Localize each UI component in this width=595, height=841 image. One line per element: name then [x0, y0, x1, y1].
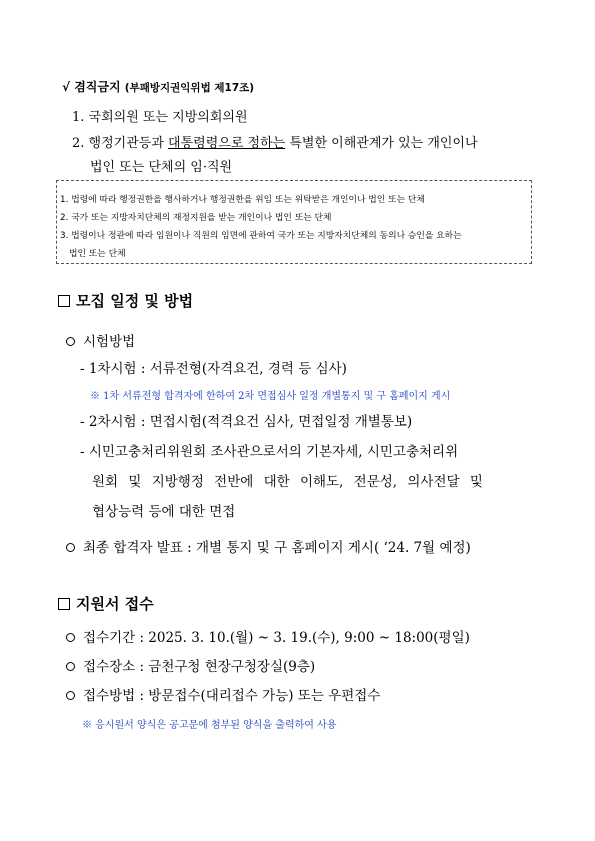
schedule-heading: 모집 일정 및 방법 — [58, 290, 193, 311]
underlined-phrase: 대통령령으로 정하는 — [168, 136, 286, 151]
box-line-2: 2. 국가 또는 지방자치단체의 재정지원을 받는 개인이나 법인 또는 단체 — [60, 213, 332, 223]
application-heading: 지원서 접수 — [58, 593, 154, 614]
second-exam: - 2차시험 : 면접시험(적격요건 심사, 면접일정 개별통보) — [80, 414, 413, 430]
box-line-1: 1. 법령에 따라 행정권한을 행사하거나 행정권한을 위임 또는 위탁받은 개인이나 법인 또는 단체 — [60, 195, 425, 205]
interview-desc-2: 원회 및 지방행정 전반에 대한 이해도, 전문성, 의사전달 및 — [92, 474, 483, 490]
application-note: ※ 응시원서 양식은 공고문에 첨부된 양식을 출력하여 사용 — [82, 720, 337, 731]
final-announcement: 최종 합격자 발표 : 개별 통지 및 구 홈페이지 게시( ‘24. 7월 예정) — [66, 536, 471, 556]
interview-desc-3: 협상능력 등에 대한 면접 — [92, 504, 236, 520]
prohibition-law: (부패방지권익위법 제17조) — [124, 82, 255, 94]
method-label: 시험방법 — [66, 330, 135, 350]
first-exam-note: ※ 1차 서류전형 합격자에 한하여 2차 면접심사 일정 개별통지 및 구 홈페이지 게시 — [90, 391, 451, 402]
check-mark-icon: √ — [62, 80, 71, 94]
application-place: 접수장소 : 금천구청 현장구청장실(9층) — [66, 655, 315, 675]
first-exam: - 1차시험 : 서류전형(자격요건, 경력 등 심사) — [80, 361, 347, 377]
prohibition-detail-box — [56, 180, 532, 264]
application-period: 접수기간 : 2025. 3. 10.(월) ~ 3. 19.(수), 9:00 ~ 18:00(평일) — [66, 626, 470, 646]
circle-bullet-icon — [66, 337, 75, 346]
interview-desc-1: - 시민고충처리위원회 조사관으로서의 기본자세, 시민고충처리위 — [80, 444, 459, 460]
box-line-3: 3. 법령이나 정관에 따라 임원이나 직원의 임면에 관하여 국가 또는 지방자치단체의 동의나 승인을 요하는 — [60, 231, 462, 241]
circle-bullet-icon — [66, 662, 75, 671]
prohibition-item-2: 2. 행정기관등과 대통령령으로 정하는 특별한 이해관계가 있는 개인이나 — [72, 136, 478, 151]
circle-bullet-icon — [66, 543, 75, 552]
application-method: 접수방법 : 방문접수(대리접수 가능) 또는 우편접수 — [66, 684, 380, 704]
square-bullet-icon — [58, 295, 70, 307]
circle-bullet-icon — [66, 691, 75, 700]
prohibition-heading — [62, 78, 254, 95]
box-line-4: 법인 또는 단체 — [69, 249, 126, 259]
prohibition-item-2-cont: 법인 또는 단체의 임·직원 — [90, 160, 233, 175]
square-bullet-icon — [58, 598, 70, 610]
prohibition-item-1: 1. 국회의원 또는 지방의회의원 — [72, 110, 248, 125]
prohibition-title: 겸직금지 — [74, 80, 121, 94]
circle-bullet-icon — [66, 633, 75, 642]
